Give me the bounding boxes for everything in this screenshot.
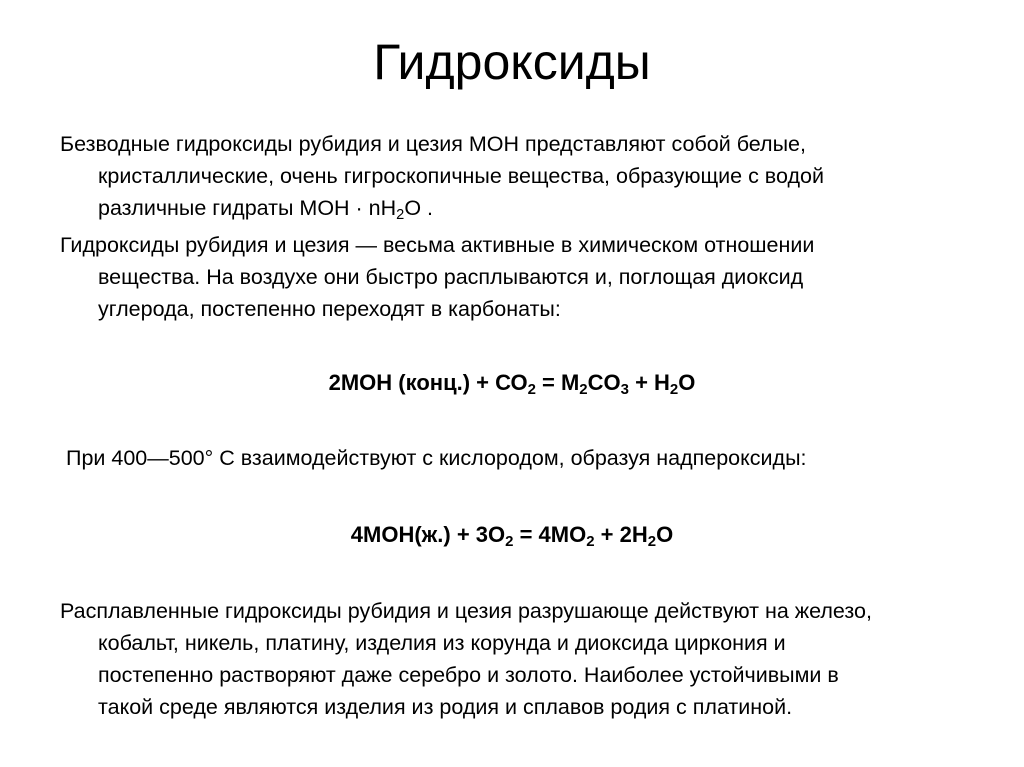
subscript: 2	[505, 533, 514, 551]
paragraph-line: кобальт, никель, платину, изделия из корунда и диоксида циркония и	[98, 631, 786, 655]
equation-part: = M	[535, 370, 580, 395]
subscript: 3	[620, 381, 629, 399]
equation-superoxide	[0, 519, 1024, 551]
subscript: 2	[647, 533, 657, 551]
equation-part: 4МОН(ж.) + 3O	[350, 522, 506, 547]
equation-part: O	[678, 370, 696, 395]
paragraph-molten-hydroxides	[60, 595, 960, 723]
equation-part: O	[656, 522, 674, 547]
text-fragment: различные гидраты МОН · nH	[98, 196, 397, 220]
paragraph-line: вещества. На воздухе они быстро расплываются и, поглощая диоксид	[98, 265, 804, 289]
paragraph-line	[60, 160, 960, 192]
temperature-note: При 400—500° С взаимодействуют с кислородом, образуя надпероксиды:	[66, 446, 807, 470]
equation-part: 2МОН (конц.) + СО	[328, 370, 528, 395]
subscript: 2	[586, 533, 595, 551]
text-fragment: кристаллические, очень гигроскопичные вещества, образующие с водой	[98, 164, 824, 188]
text-fragment: O .	[404, 196, 433, 220]
paragraph-reactivity	[60, 229, 960, 325]
equation-part: + H	[628, 370, 670, 395]
subscript: 2	[396, 207, 405, 224]
paragraph-line: постепенно растворяют даже серебро и золото. Наиболее устойчивыми в	[98, 663, 839, 687]
subscript: 2	[579, 381, 588, 399]
equation-part: CO	[587, 370, 621, 395]
paragraph-anhydrous-hydroxides	[60, 128, 960, 224]
paragraph-line: Гидроксиды рубидия и цезия — весьма активные в химическом отношении	[60, 233, 815, 257]
equation-part: = 4МO	[513, 522, 587, 547]
subscript: 2	[527, 381, 536, 399]
paragraph-line: Расплавленные гидроксиды рубидия и цезия разрушающе действуют на железо,	[60, 599, 872, 623]
equation-part: + 2H	[594, 522, 648, 547]
equation-carbonation	[0, 367, 1024, 399]
paragraph-line: Безводные гидроксиды рубидия и цезия МОН представляют собой белые,	[60, 132, 806, 156]
paragraph-line: такой среде являются изделия из родия и сплавов родия с платиной.	[98, 695, 793, 719]
paragraph-line	[60, 192, 960, 224]
paragraph-line: углерода, постепенно переходят в карбонаты:	[98, 297, 561, 321]
subscript: 2	[669, 381, 679, 399]
slide-title: Гидроксиды	[373, 34, 651, 90]
